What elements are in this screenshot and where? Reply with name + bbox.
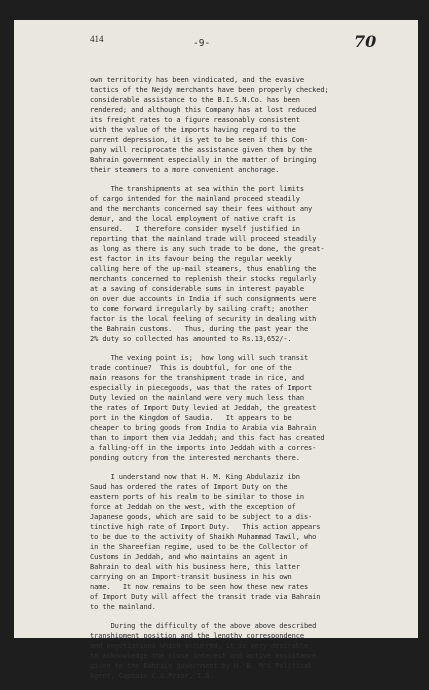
text-line: in the Shareefian regime, used to be the Collector of bbox=[90, 543, 309, 551]
text-line: considerable assistance to the B.I.S.N.Co. has been bbox=[90, 96, 300, 104]
text-line: Bahrain government especially in the matter of bringing bbox=[90, 156, 317, 164]
text-line: main reasons for the transhipment trade in rice, and bbox=[90, 374, 304, 382]
text-line: Customs in Jeddah, and who maintains an agent in bbox=[90, 553, 288, 561]
text-line: rendered; and although this Company has at lost reduced bbox=[90, 106, 317, 114]
text-line: demur, and the local employment of native craft is bbox=[90, 215, 296, 223]
text-line: The vexing point is; how long will such transit bbox=[90, 354, 309, 362]
text-line: factor is the local feeling of security in dealing with bbox=[90, 315, 317, 323]
handwritten-folio-number: 70 bbox=[354, 32, 377, 51]
text-line: est factor in its favour being the regular weekly bbox=[90, 255, 292, 263]
page-number: -9- bbox=[193, 38, 211, 49]
text-line: the Bahrain customs. Thus, during the past year the bbox=[90, 325, 309, 333]
text-line: given to the Bahrain government by H. B. M's Political bbox=[90, 662, 313, 670]
text-line: of cargo intended for the mainland proceed steadily bbox=[90, 195, 300, 203]
text-line: I understand now that H. M. King Abdulaziz ibn bbox=[90, 473, 300, 481]
paragraph bbox=[90, 472, 418, 612]
text-line: 2% duty so collected has amounted to Rs.13,652/-. bbox=[90, 335, 292, 343]
text-line: ponding outcry from the interested merchants there. bbox=[90, 454, 300, 462]
text-line: as long as there is any such trade to be done, the great- bbox=[90, 245, 325, 253]
text-line: than to import them via Jeddah; and this fact has created bbox=[90, 434, 325, 442]
text-line: own territority has been vindicated, and the evasive bbox=[90, 76, 304, 84]
text-line: with the value of the imports having regard to the bbox=[90, 126, 296, 134]
text-line: to the mainland. bbox=[90, 603, 156, 611]
folio-number: 414 bbox=[90, 34, 104, 44]
text-line: eastern ports of his realm to be similar to those in bbox=[90, 493, 304, 501]
text-line: trade continue? This is doubtful, for one of the bbox=[90, 364, 292, 372]
text-line: and the merchants concerned say their fees without any bbox=[90, 205, 313, 213]
text-line: to be due to the activity of Shaikh Muhammad Tawil, who bbox=[90, 533, 317, 541]
text-line: tinctive high rate of Import Duty. This action appears bbox=[90, 523, 321, 531]
text-line: of Import Duty will affect the transit trade via Bahrain bbox=[90, 593, 321, 601]
text-line: a falling-off in the imports into Jeddah with a corres- bbox=[90, 444, 317, 452]
text-line: reporting that the mainland trade will proceed steadily bbox=[90, 235, 317, 243]
text-line: The transhipments at sea within the port limits bbox=[90, 185, 304, 193]
text-line: to come forward irregularly by sailing craft; another bbox=[90, 305, 309, 313]
text-line: Saud has ordered the rates of Import Duty on the bbox=[90, 483, 288, 491]
text-line: ensured. I therefore consider myself justified in bbox=[90, 225, 300, 233]
text-line: port in the Kingdom of Saudia. It appears to be bbox=[90, 414, 292, 422]
paragraph bbox=[90, 353, 418, 463]
text-line: transhipment position and the lengthy correspondence bbox=[90, 632, 304, 640]
text-line: cheaper to bring goods from India to Arabia via Bahrain bbox=[90, 424, 317, 432]
text-line: and negotiations which occurred, it is very desirable bbox=[90, 642, 309, 650]
text-line: tactics of the Nejdy merchants have been properly checked; bbox=[90, 86, 329, 94]
text-line: their steamers to a more convenient anchorage. bbox=[90, 166, 280, 174]
document-body bbox=[90, 75, 418, 690]
text-line: pany will reciprocate the assistance given them by the bbox=[90, 146, 313, 154]
text-line: at a saving of considerable sums in interest payable bbox=[90, 285, 304, 293]
paragraph bbox=[90, 621, 418, 681]
text-line: name. It now remains to be seen how these new rates bbox=[90, 583, 309, 591]
text-line: on over due accounts in India if such consignments were bbox=[90, 295, 317, 303]
text-line: the rates of Import Duty levied at Jeddah, the greatest bbox=[90, 404, 317, 412]
text-line: During the difficulty of the above above described bbox=[90, 622, 317, 630]
text-line: its freight rates to a figure reasonably consistent bbox=[90, 116, 300, 124]
text-line: calling here of the up-mail steamers, thus enabling the bbox=[90, 265, 317, 273]
text-line: Bahrain to deal with his business here, this latter bbox=[90, 563, 300, 571]
paragraph bbox=[90, 184, 418, 344]
document-page bbox=[14, 20, 418, 680]
text-line: current depression, it is yet to be seen if this Com- bbox=[90, 136, 309, 144]
paragraph bbox=[90, 75, 418, 175]
text-line: merchants concerned to replenish their stocks regularly bbox=[90, 275, 317, 283]
text-line: force at Jeddah on the west, with the exception of bbox=[90, 503, 296, 511]
text-line: Duty levied on the mainland were very much less than bbox=[90, 394, 304, 402]
text-line: Japanese goods, which are said to be subject to a dis- bbox=[90, 513, 313, 521]
text-line: carrying on an Import-transit business in his own bbox=[90, 573, 292, 581]
text-line: especially in piecegoods, was that the rates of Import bbox=[90, 384, 313, 392]
text-line: to acknowledge the close interest and active assistance bbox=[90, 652, 317, 660]
text-line: Agent, Captain C.G.Prior, I.A. bbox=[90, 672, 214, 680]
